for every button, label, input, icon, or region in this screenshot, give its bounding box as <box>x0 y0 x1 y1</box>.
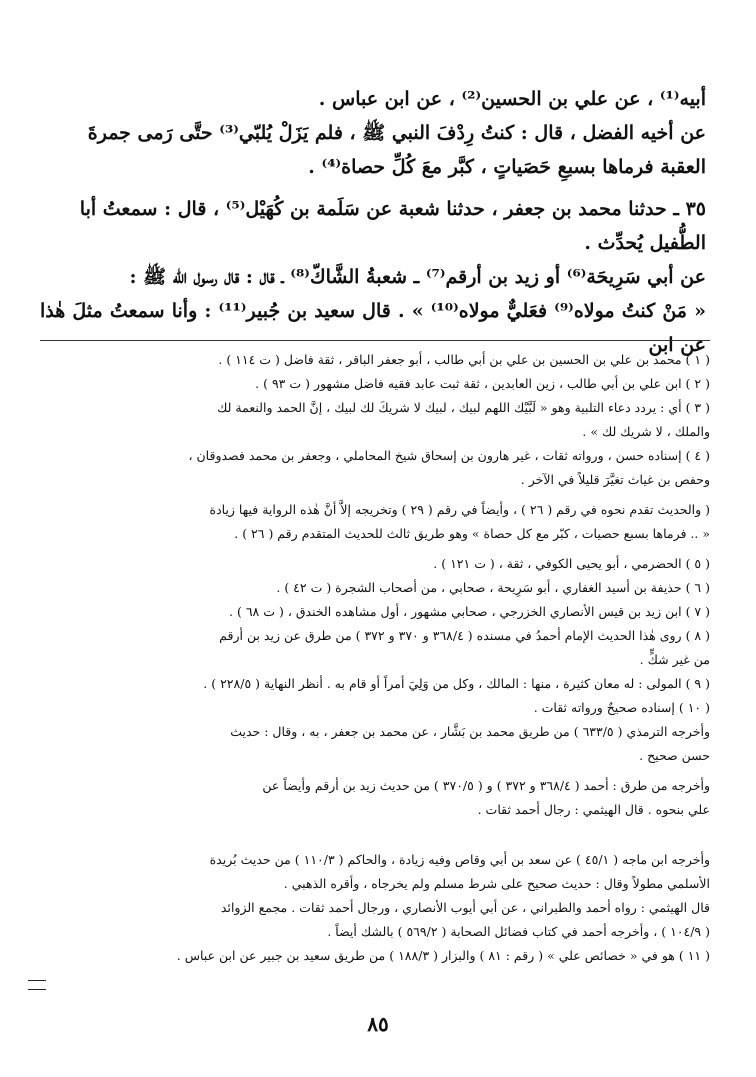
continuation-mark <box>28 980 46 990</box>
footnote-line: ( ٥ ) الحضرمي ، أبو يحيى الكوفي ، ثقة ، ( ت ١٢١ ) . <box>433 556 710 571</box>
footnote-line: علي بنحوه . قال الهيثمي : رجال أحمد ثقات . <box>477 802 710 817</box>
footnote-line: ( ٨ ) روى هٰذا الحديث الإمام أحمدُ في مسنده ( ٣٦٨/٤ و ٣٧٠ و ٣٧٢ ) من طرق عن زيد بن أرقم <box>219 628 710 643</box>
footnote-line: ( ٢ ) ابن علي بن أبي طالب ، زين العابدين ، ثقة ثبت عابد فقيه فاضل مشهور ( ت ٩٣ ) . <box>255 376 710 391</box>
footnote-line: والملك ، لا شريك لك » . <box>582 424 710 439</box>
footnote-line: ( ٧ ) ابن زيد بن قيس الأنصاري الخزرجي ، صحابي مشهور ، أول مشاهده الخندق ، ( ت ٦٨ ) . <box>229 604 710 619</box>
footnote-line: وأخرجه من طرق : أحمد ( ٣٦٨/٤ و ٣٧٢ ) و ( ٣٧٠/٥ ) من حديث زيد بن أرقم وأيضاً عن <box>262 778 710 793</box>
footnote-line: ( والحديث تقدم نحوه في رقم ( ٢٦ ) ، وأيضاً في رقم ( ٢٩ ) وتخريجه إلاَّ أنَّ هٰذه الرواية فيها زيادة <box>209 502 710 517</box>
footnote-line: ( ٤ ) إسناده حسن ، ورواته ثقات ، غير هارون بن إسحاق شيخ المحاملي ، وجعفر بن محمد فصدوقان ، <box>188 448 710 463</box>
main-line: أبيه⁽¹⁾ ، عن علي بن الحسين⁽²⁾ ، عن ابن عباس . <box>318 88 706 110</box>
main-text <box>40 82 706 362</box>
footnote-line: قال الهيثمي : رواه أحمد والطبراني ، عن أبي أيوب الأنصاري ، ورجال أحمد ثقات . مجمع الزوائد <box>220 900 710 915</box>
footnote-line: ( ٣ ) أي : يردد دعاء التلبية وهو « لَبَّيْك اللهم لبيك ، لبيك لا شريكَ لك لبيك ، إنَّ الحمد والنعمة لك <box>217 400 710 415</box>
footnote-line: « .. فرماها بسبع حصيات ، كبّر مع كل حصاة » وهو طريق ثالث للحديث المتقدم رقم ( ٢٦ ) . <box>234 526 710 541</box>
footnote-line: ( ١ ) محمد بن علي بن الحسين بن علي بن أبي طالب ، أبو جعفر الباقر ، ثقة فاضل ( ت ١١٤ ) . <box>218 352 710 367</box>
main-line: العقبة فرماها بسبعِ حَصَياتٍ ، كبَّر معَ كُلِّ حصاة⁽⁴⁾ . <box>308 156 706 178</box>
main-line: « مَنْ كنتُ مولاه⁽⁹⁾ فعَليٌّ مولاه⁽¹⁰⁾ » . قال سعيد بن جُبير⁽¹¹⁾ : وأنا سمعتُ مثلَ هٰذا عن ابن <box>40 300 706 356</box>
footnotes <box>48 348 710 968</box>
footnote-line: ( ١٠ ) إسناده صحيحٌ ورواته ثقات . <box>533 700 710 715</box>
main-line: عن أبي سَرِيحَة⁽⁶⁾ أو زيد بن أرقم⁽⁷⁾ ـ شعبةُ الشَّاكّ⁽⁸⁾ ـ قال : قال رسول الله ﷺ : <box>129 266 706 288</box>
footnote-line: حسن صحيح . <box>639 748 710 763</box>
footnote-divider <box>40 340 710 341</box>
footnote-line: ( ١٠٤/٩ ) ، وأخرجه أحمد في كتاب فضائل الصحابة ( ٥٦٩/٢ ) بالشك أيضاً . <box>327 924 710 939</box>
footnote-line: ( ١١ ) هو في « خصائص علي » ( رقم : ٨١ ) والبزار ( ١٨٨/٣ ) من طريق سعيد بن جبير عن ابن عباس . <box>176 948 710 963</box>
main-line: عن أخيه الفضل ، قال : كنتُ رِدْفَ النبي ﷺ ، فلم يَزَلْ يُلبّي⁽³⁾ حتَّى رَمى جمرةَ <box>87 122 706 144</box>
footnote-line: وأخرجه الترمذي ( ٦٣٣/٥ ) من طريق محمد بن بَشَّار ، عن محمد بن جعفر ، به ، وقال : حديث <box>230 724 710 739</box>
footnote-line: من غير شكٍّ . <box>639 652 710 667</box>
main-line: الطُّفيل يُحدِّث . <box>584 232 706 254</box>
footnote-line: وأخرجه ابن ماجه ( ٤٥/١ ) عن سعد بن أبي وقاص وفيه زيادة ، والحاكم ( ١١٠/٣ ) من حديث بُريدة <box>209 852 710 867</box>
page-number: ٨٥ <box>367 1012 389 1036</box>
main-line: ٣٥ ـ حدثنا محمد بن جعفر ، حدثنا شعبة عن سَلَمة بن كُهَيْل⁽⁵⁾ ، قال : سمعتُ أبا <box>79 198 706 220</box>
footnote-line: وحفص بن غياث تغيَّرَ قليلاً في الآخر . <box>520 472 710 487</box>
footnote-line: ( ٦ ) حذيفة بن أسيد الغفاري ، أبو سَرِيحة ، صحابي ، من أصحاب الشجرة ( ت ٤٢ ) . <box>276 580 710 595</box>
footnote-line: ( ٩ ) المولى : له معان كثيرة ، منها : المالك ، وكل من وَلِيَ أمراً أو قام به . أنظر النهاية ( ٢٢٨/٥ ) . <box>203 676 710 691</box>
footnote-line: الأسلمي مطولاً وقال : حديث صحيح على شرط مسلم ولم يخرجاه ، وأقره الذهبي . <box>283 876 710 891</box>
